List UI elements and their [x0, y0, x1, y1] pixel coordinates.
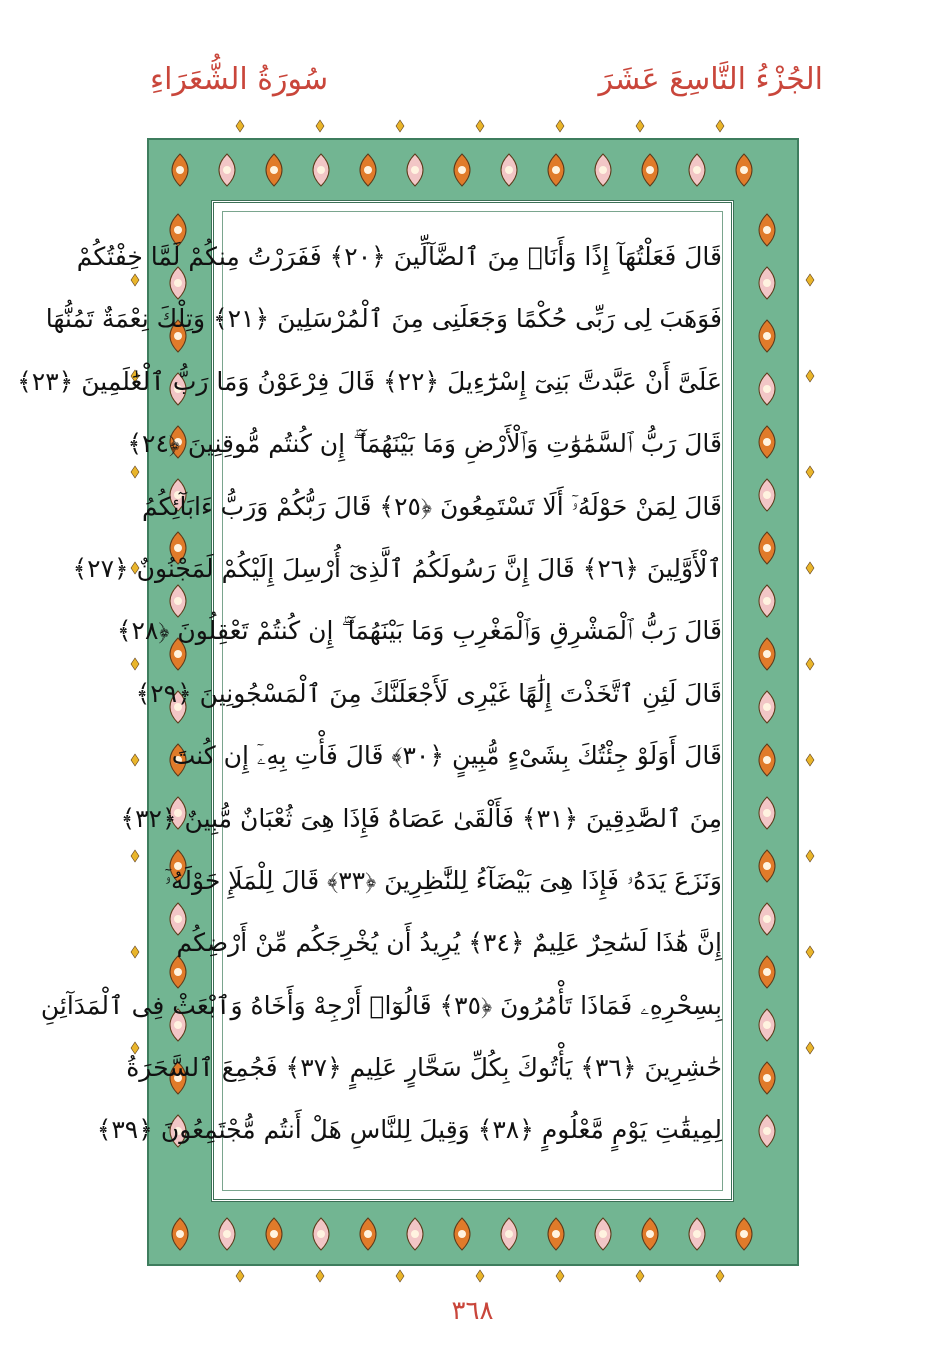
border-spike: [716, 1270, 724, 1282]
border-motif: [759, 1115, 775, 1147]
verse-line: قَالَ فَعَلْتُهَآ إِذًا وَأَنَا۠ مِنَ ٱلضَّآلِّينَ ﴿٢٠﴾ فَفَرَرْتُ مِنكُمْ لَمَّا خِفْتُكُمْ: [76, 242, 722, 271]
border-spike: [806, 850, 814, 862]
border-motif: [313, 1218, 329, 1250]
verse-line: قَالَ لَئِنِ ٱتَّخَذْتَ إِلَٰهًا غَيْرِى لَأَجْعَلَنَّكَ مِنَ ٱلْمَسْجُونِينَ ﴿٢٩﴾: [135, 678, 722, 708]
border-spike: [806, 946, 814, 958]
border-spike: [806, 466, 814, 478]
border-motif: [759, 479, 775, 511]
border-motif: [548, 1218, 564, 1250]
border-motif: [759, 267, 775, 299]
border-spike: [316, 1270, 324, 1282]
border-spike: [556, 120, 564, 132]
verse-lines: [17, 226, 722, 1162]
verse-line: عَلَىَّ أَنْ عَبَّدتَّ بَنِىٓ إِسْرَٰٓءِيلَ ﴿٢٢﴾ قَالَ فِرْعَوْنُ وَمَا رَبُّ ٱلْعَٰلَمِينَ ﴿٢٣﴾: [17, 366, 722, 396]
border-spike: [316, 120, 324, 132]
border-spike: [806, 370, 814, 382]
border-spike: [131, 850, 139, 862]
border-motif: [219, 154, 235, 186]
border-spike: [716, 120, 724, 132]
border-motif: [759, 214, 775, 246]
verse-line: قَالَ أَوَلَوْ جِئْتُكَ بِشَىْءٍ مُّبِينٍ ﴿٣٠﴾ قَالَ فَأْتِ بِهِۦٓ إِن كُنتَ: [171, 741, 722, 771]
border-motif: [548, 154, 564, 186]
border-motif: [642, 1218, 658, 1250]
border-motif: [759, 691, 775, 723]
border-motif: [595, 154, 611, 186]
border-motif: [360, 1218, 376, 1250]
verse-line: قَالَ رَبُّ ٱلْمَشْرِقِ وَٱلْمَغْرِبِ وَمَا بَيْنَهُمَآ ۖ إِن كُنتُمْ تَعْقِلُونَ ﴿٢٨﴾: [116, 616, 722, 646]
border-motif: [759, 320, 775, 352]
border-motif: [759, 1062, 775, 1094]
border-spike: [636, 120, 644, 132]
border-motif: [759, 532, 775, 564]
border-motif: [759, 956, 775, 988]
surah-title: سُورَةُ الشُّعَرَاءِ: [150, 62, 329, 97]
border-motif: [759, 850, 775, 882]
border-motif: [759, 638, 775, 670]
verse-line: إِنَّ هَٰذَا لَسَٰحِرٌ عَلِيمٌ ﴿٣٤﴾ يُرِيدُ أَن يُخْرِجَكُم مِّنْ أَرْضِكُم: [176, 928, 722, 958]
juz-title: الجُزْءُ التَّاسِعَ عَشَرَ: [598, 62, 823, 97]
border-spike: [806, 562, 814, 574]
border-motif: [642, 154, 658, 186]
verse-line: لِمِيقَٰتِ يَوْمٍ مَّعْلُومٍ ﴿٣٨﴾ وَقِيلَ لِلنَّاسِ هَلْ أَنتُم مُّجْتَمِعُونَ ﴿٣٩﴾: [96, 1115, 722, 1145]
border-spike: [636, 1270, 644, 1282]
verse-line: ٱلْأَوَّلِينَ ﴿٢٦﴾ قَالَ إِنَّ رَسُولَكُمُ ٱلَّذِىٓ أُرْسِلَ إِلَيْكُمْ لَمَجْنُونٌ ﴿٢٧﴾: [72, 553, 722, 583]
border-motif: [689, 154, 705, 186]
border-motif: [759, 1009, 775, 1041]
verse-line: مِنَ ٱلصَّٰدِقِينَ ﴿٣١﴾ فَأَلْقَىٰ عَصَاهُ فَإِذَا هِىَ ثُعْبَانٌ مُّبِينٌ ﴿٣٢﴾: [120, 803, 722, 833]
border-spike: [236, 120, 244, 132]
border-motif: [759, 744, 775, 776]
border-spike: [131, 754, 139, 766]
border-motif: [219, 1218, 235, 1250]
border-spike: [806, 754, 814, 766]
border-spike: [806, 658, 814, 670]
verse-line: حَٰشِرِينَ ﴿٣٦﴾ يَأْتُوكَ بِكُلِّ سَحَّارٍ عَلِيمٍ ﴿٣٧﴾ فَجُمِعَ ٱلسَّحَرَةُ: [126, 1053, 722, 1083]
border-motif: [266, 1218, 282, 1250]
border-spike: [396, 1270, 404, 1282]
border-motif: [759, 585, 775, 617]
border-spike: [556, 1270, 564, 1282]
verse-line: فَوَهَبَ لِى رَبِّى حُكْمًا وَجَعَلَنِى مِنَ ٱلْمُرْسَلِينَ ﴿٢١﴾ وَتِلْكَ نِعْمَةٌ تَمُنُّهَا: [45, 304, 722, 334]
border-spike: [236, 1270, 244, 1282]
border-motif: [759, 903, 775, 935]
border-motif: [454, 154, 470, 186]
border-motif: [736, 1218, 752, 1250]
border-motif: [407, 1218, 423, 1250]
border-motif: [759, 797, 775, 829]
verse-line: وَنَزَعَ يَدَهُۥ فَإِذَا هِىَ بَيْضَآءُ لِلنَّٰظِرِينَ ﴿٣٣﴾ قَالَ لِلْمَلَإِ حَوْلَهُۥٓ: [164, 865, 722, 895]
border-motif: [454, 1218, 470, 1250]
page-number: ٣٦٨: [451, 1296, 494, 1326]
border-spike: [131, 946, 139, 958]
border-motif: [501, 1218, 517, 1250]
border-spike: [806, 274, 814, 286]
border-motif: [172, 1218, 188, 1250]
border-spike: [476, 1270, 484, 1282]
border-motif: [407, 154, 423, 186]
border-motif: [689, 1218, 705, 1250]
border-spike: [396, 120, 404, 132]
border-spike: [476, 120, 484, 132]
border-motif: [266, 154, 282, 186]
verse-line: بِسِحْرِهِۦ فَمَاذَا تَأْمُرُونَ ﴿٣٥﴾ قَالُوٓا۟ أَرْجِهْ وَأَخَاهُ وَٱبْعَثْ فِى ٱلْمَدَآئِنِ: [40, 990, 722, 1020]
border-motif: [313, 154, 329, 186]
border-motif: [759, 426, 775, 458]
border-motif: [360, 154, 376, 186]
border-spike: [806, 1042, 814, 1054]
border-motif: [501, 154, 517, 186]
verse-line: قَالَ رَبُّ ٱلسَّمَٰوَٰتِ وَٱلْأَرْضِ وَمَا بَيْنَهُمَآ ۖ إِن كُنتُم مُّوقِنِينَ ﴿٢٤﴾: [127, 429, 722, 459]
border-motif: [759, 373, 775, 405]
border-motif: [736, 154, 752, 186]
verse-line: قَالَ لِمَنْ حَوْلَهُۥٓ أَلَا تَسْتَمِعُونَ ﴿٢٥﴾ قَالَ رَبُّكُمْ وَرَبُّ ءَابَآئِكُمُ: [142, 491, 722, 521]
border-motif: [595, 1218, 611, 1250]
border-motif: [172, 154, 188, 186]
